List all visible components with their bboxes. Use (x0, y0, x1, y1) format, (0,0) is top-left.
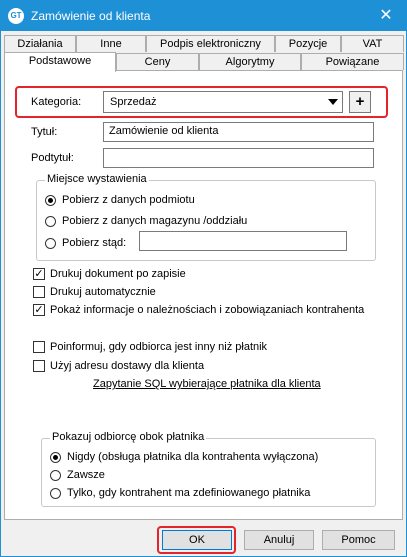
checkbox-poinformuj-label: Poinformuj, gdy odbiorca jest inny niż płatnik (50, 341, 268, 353)
checkbox-drukuj-po-zapisie[interactable]: ✓ (34, 268, 44, 280)
add-kategoria-button[interactable]: + (349, 91, 371, 113)
tab-ceny[interactable]: Ceny (116, 53, 199, 70)
tab-podstawowe[interactable]: Podstawowe (4, 52, 116, 72)
tab-algorytmy[interactable]: Algorytmy (199, 53, 301, 70)
chevron-down-icon (328, 99, 338, 105)
radio-pobierz-podmiot-label: Pobierz z danych podmiotu (62, 194, 195, 206)
sql-query-link[interactable]: Zapytanie SQL wybierające płatnika dla klienta (93, 378, 321, 390)
radio-zawsze[interactable] (50, 470, 61, 481)
tab-dzialania[interactable]: Działania (4, 35, 76, 52)
radio-pobierz-magazyn-label: Pobierz z danych magazynu /oddziału (62, 215, 248, 227)
radio-zawsze-label: Zawsze (67, 469, 105, 481)
podtytul-input[interactable] (103, 148, 374, 168)
pokazuj-group-title: Pokazuj odbiorcę obok płatnika (52, 431, 205, 443)
radio-pobierz-stad[interactable] (45, 238, 56, 249)
checkbox-uzyj-adresu[interactable] (33, 360, 45, 372)
tytul-label: Tytuł: (31, 126, 58, 138)
tab-panel-podstawowe (4, 70, 403, 520)
kategoria-label: Kategoria: (31, 96, 82, 108)
checkbox-poinformuj[interactable] (33, 341, 45, 353)
kategoria-select[interactable] (103, 91, 343, 113)
kategoria-value: Sprzedaż (110, 96, 157, 108)
checkbox-pokaz-informacje[interactable]: ✓ (34, 304, 44, 316)
checkbox-drukuj-automatycznie-label: Drukuj automatycznie (50, 286, 156, 298)
radio-tylko-gdy-label: Tylko, gdy kontrahent ma zdefiniowanego płatnika (67, 487, 311, 499)
podtytul-label: Podtytuł: (31, 152, 74, 164)
tab-powiazane[interactable]: Powiązane (301, 53, 404, 70)
pobierz-stad-input[interactable] (139, 231, 347, 251)
tab-podpis-elektroniczny[interactable]: Podpis elektroniczny (146, 35, 275, 52)
tab-pozycje[interactable]: Pozycje (275, 35, 341, 52)
ok-button[interactable]: OK (162, 530, 232, 550)
cancel-button[interactable]: Anuluj (244, 530, 314, 550)
radio-pobierz-podmiot[interactable] (45, 195, 56, 206)
radio-pobierz-magazyn[interactable] (45, 216, 56, 227)
tab-row-top (4, 35, 404, 53)
window-title: Zamówienie od klienta (31, 9, 151, 23)
checkbox-drukuj-po-zapisie-label: Drukuj dokument po zapisie (50, 268, 186, 280)
radio-nigdy[interactable] (50, 452, 61, 463)
tab-vat[interactable]: VAT (341, 35, 404, 52)
tab-row-bottom (4, 53, 404, 71)
radio-nigdy-label: Nigdy (obsługa płatnika dla kontrahenta wyłączona) (67, 451, 319, 463)
checkbox-pokaz-informacje-label: Pokaż informacje o należnościach i zobowiązaniach kontrahenta (50, 304, 365, 316)
miejsce-group-title: Miejsce wystawienia (47, 173, 147, 185)
help-button[interactable]: Pomoc (322, 530, 395, 550)
checkbox-drukuj-automatycznie[interactable] (33, 286, 45, 298)
close-icon[interactable]: ✕ (379, 7, 393, 24)
tytul-input[interactable]: Zamówienie od klienta (103, 122, 374, 142)
radio-pobierz-stad-label: Pobierz stąd: (62, 237, 127, 249)
title-bar (1, 1, 406, 31)
radio-tylko-gdy[interactable] (50, 488, 61, 499)
checkbox-uzyj-adresu-label: Użyj adresu dostawy dla klienta (50, 360, 205, 372)
app-icon: GT (8, 8, 24, 24)
tab-inne[interactable]: Inne (76, 35, 146, 52)
